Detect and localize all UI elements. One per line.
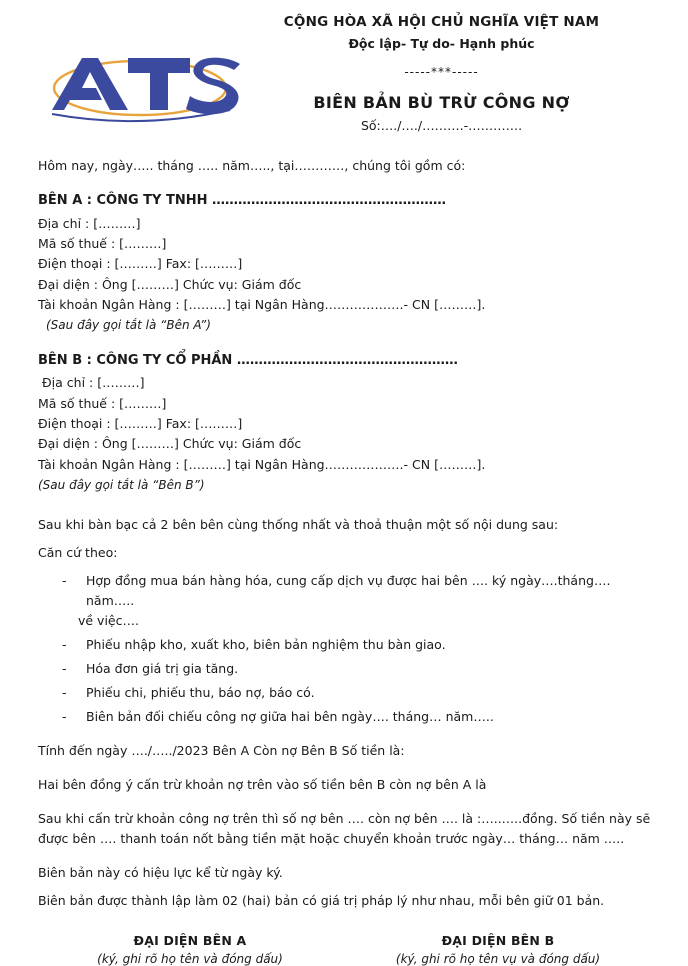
remaining-balance-line: Sau khi cấn trừ khoản công nợ trên thì số nợ bên …. còn nợ bên …. là :…..…..đồng. Số tiền này sẽ được bên …. thanh toán nốt bằng tiền mặt hoặc chuyển khoản trước ngày… tháng… năm ….. bbox=[38, 810, 651, 846]
party-a-tax-code: Mã số thuế : [………] bbox=[38, 235, 167, 251]
offset-agreement-line: Hai bên đồng ý cấn trừ khoản nợ trên vào số tiền bên B còn nợ bên A là bbox=[38, 776, 487, 792]
document-body bbox=[0, 156, 688, 911]
agreement-line: Sau khi bàn bạc cả 2 bên bên cùng thống nhất và thoả thuận một số nội dung sau: bbox=[38, 516, 559, 532]
bullet-text: Phiếu chi, phiếu thu, báo nợ, báo có. bbox=[86, 684, 315, 700]
bullet-dash: - bbox=[62, 660, 67, 676]
party-b-address: Địa chỉ : [………] bbox=[42, 375, 145, 391]
basis-label: Căn cứ theo: bbox=[38, 544, 118, 560]
party-a-bank-account: Tài khoản Ngân Hàng : [………] tại Ngân Hàng……………….- CN [………]. bbox=[38, 297, 486, 313]
bullet-text: Hợp đồng mua bán hàng hóa, cung cấp dịch vụ được hai bên …. ký ngày….tháng…. năm….. bbox=[86, 572, 611, 608]
list-item bbox=[38, 683, 652, 703]
party-a-phone-fax: Điện thoại : [………] Fax: [………] bbox=[38, 256, 243, 272]
party-b-phone-fax: Điện thoại : [………] Fax: [………] bbox=[38, 415, 243, 431]
ats-logo bbox=[44, 48, 244, 124]
party-b-title: BÊN B : CÔNG TY CỔ PHẦN …………………………………………… bbox=[38, 352, 458, 368]
divider-stars: -----***----- bbox=[404, 65, 479, 80]
bullet-dash: - bbox=[62, 708, 67, 724]
signature-a-subtitle: (ký, ghi rõ họ tên và đóng dấu) bbox=[97, 951, 283, 966]
nation-title: CỘNG HÒA XÃ HỘI CHỦ NGHĨA VIỆT NAM bbox=[283, 14, 600, 30]
balance-due-line: Tính đến ngày …./…../2023 Bên A Còn nợ Bên B Số tiền là: bbox=[38, 742, 405, 758]
party-b-alias: (Sau đây gọi tắt là “Bên B”) bbox=[38, 478, 205, 492]
signature-party-b bbox=[344, 933, 652, 966]
nation-motto: Độc lập- Tự do- Hạnh phúc bbox=[348, 36, 535, 52]
bullet-text: Biên bản đối chiếu công nợ giữa hai bên ngày…. tháng… năm….. bbox=[86, 708, 494, 724]
signature-b-title: ĐẠI DIỆN BÊN B bbox=[441, 932, 555, 948]
list-item bbox=[38, 707, 652, 727]
party-a-block bbox=[38, 191, 652, 335]
signature-party-a bbox=[36, 933, 344, 966]
signature-b-subtitle: (ký, ghi rõ họ tên vụ và đóng dấu) bbox=[395, 951, 601, 966]
party-b-bank-account: Tài khoản Ngân Hàng : [………] tại Ngân Hàng……………….- CN [………]. bbox=[38, 456, 486, 472]
signature-a-title: ĐẠI DIỆN BÊN A bbox=[133, 932, 247, 948]
signature-section bbox=[0, 933, 688, 966]
list-item bbox=[38, 659, 652, 679]
list-item bbox=[38, 571, 652, 631]
header-text-block bbox=[215, 12, 668, 133]
basis-list bbox=[38, 571, 652, 727]
spacer bbox=[38, 495, 652, 515]
party-a-title: BÊN A : CÔNG TY TNHH ……………………………………………… bbox=[38, 193, 447, 209]
page-title: BIÊN BẢN BÙ TRỪ CÔNG NỢ bbox=[313, 93, 570, 113]
party-b-block bbox=[38, 351, 652, 495]
copies-line: Biên bản được thành lập làm 02 (hai) bản có giá trị pháp lý như nhau, mỗi bên giữ 01 bản. bbox=[38, 892, 605, 908]
intro-line: Hôm nay, ngày….. tháng ….. năm….., tại…………, chúng tôi gồm có: bbox=[38, 158, 466, 173]
document-number: Số:…./…./……….-…………. bbox=[360, 118, 523, 134]
bullet-text: Phiếu nhập kho, xuất kho, biên bản nghiệm thu bàn giao. bbox=[86, 636, 446, 652]
party-b-tax-code: Mã số thuế : [………] bbox=[38, 395, 167, 411]
party-a-alias: (Sau đây gọi tắt là “Bên A”) bbox=[46, 318, 211, 333]
party-a-representative: Đại diện : Ông [………] Chức vụ: Giám đốc bbox=[38, 276, 302, 292]
party-b-representative: Đại diện : Ông [………] Chức vụ: Giám đốc bbox=[38, 436, 302, 452]
document-header bbox=[0, 0, 688, 140]
list-item bbox=[38, 635, 652, 655]
effective-date-line: Biên bản này có hiệu lực kể từ ngày ký. bbox=[38, 864, 283, 880]
bullet-text-cont: về việc…. bbox=[78, 612, 139, 628]
party-a-address: Địa chỉ : [………] bbox=[38, 215, 141, 231]
bullet-dash: - bbox=[62, 636, 67, 652]
bullet-dash: - bbox=[62, 684, 67, 700]
bullet-dash: - bbox=[62, 572, 67, 588]
bullet-text: Hóa đơn giá trị gia tăng. bbox=[86, 660, 239, 676]
spacer bbox=[38, 335, 652, 351]
